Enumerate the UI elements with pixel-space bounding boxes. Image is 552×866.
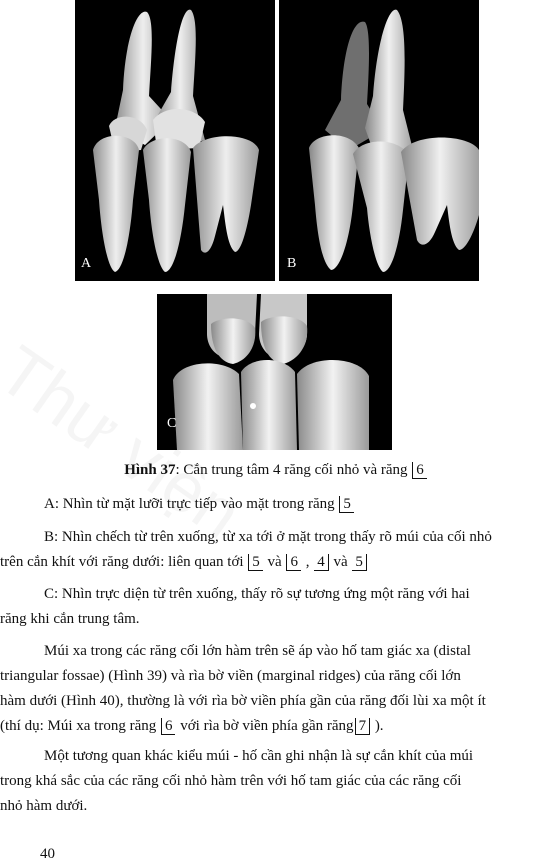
paragraph-text: C: Nhìn trực diện từ trên xuống, thấy rõ sự tương ứng một răng với hai [44,586,470,602]
tooth-notation: 7 [355,718,371,735]
teeth-illustration-c [157,294,392,450]
paragraph-text: và [263,554,286,570]
paragraph-distal-cusp [0,639,552,739]
paragraph-view-b [0,525,552,575]
paragraph-view-c [0,582,552,632]
paragraph-text: , [301,554,314,570]
paragraph-view-a [0,492,552,517]
tooth-notation: 4 [314,554,329,571]
paragraph-text: ). [371,718,384,734]
paragraph-text: B: Nhìn chếch từ trên xuống, từ xa tới ở mặt trong thấy rõ múi của cối nhỏ [44,529,492,545]
tooth-notation: 6 [286,554,301,571]
paragraph-text: với rìa bờ viền phía gần răng [176,718,354,734]
caption-text: : Cắn trung tâm 4 răng cối nhỏ và răng [175,462,412,478]
figure-caption [0,459,552,481]
tooth-photo-c [157,294,392,450]
tooth-notation: 6 [161,718,176,735]
photo-label-b: B [287,256,297,271]
photo-label-c: C [167,416,177,431]
paragraph-text: trong khá sắc của các răng cối nhỏ hàm trên với hố tam giác của các răng cối [0,773,462,789]
tooth-notation: 5 [352,554,367,571]
paragraph-text: Một tương quan khác kiểu múi - hố cần ghi nhận là sự cắn khít của múi [44,748,474,764]
paragraph-text: A: Nhìn từ mặt lưỡi trực tiếp vào mặt trong răng [44,496,339,512]
photo-label-a: A [81,256,92,271]
paragraph-text: Múi xa trong các răng cối lớn hàm trên sẽ áp vào hố tam giác xa (distal [44,643,471,659]
page-number: 40 [40,846,55,862]
tooth-photo-b [279,0,479,281]
paragraph-text: trên cắn khít với răng dưới: liên quan tới [0,554,248,570]
teeth-illustration-a [75,0,275,281]
tooth-notation: 5 [248,554,263,571]
paragraph-text: và [329,554,352,570]
caption-number: Hình 37 [124,462,176,478]
tooth-notation: 6 [412,462,427,479]
teeth-illustration-b [279,0,479,281]
paragraph-text: (thí dụ: Múi xa trong răng [0,718,160,734]
tooth-notation: 5 [339,496,354,513]
tooth-photo-a [75,0,275,281]
paragraph-cusp-fossa [0,744,552,819]
paragraph-text: hàm dưới (Hình 40), thường là với rìa bờ viền phía gần của răng đối lùi xa một ít [0,693,486,709]
paragraph-text: răng khi cắn trung tâm. [0,611,140,627]
paragraph-text: triangular fossae) (Hình 39) và rìa bờ viền (marginal ridges) của răng cối lớn [0,668,461,684]
paragraph-text: nhỏ hàm dưới. [0,798,88,814]
